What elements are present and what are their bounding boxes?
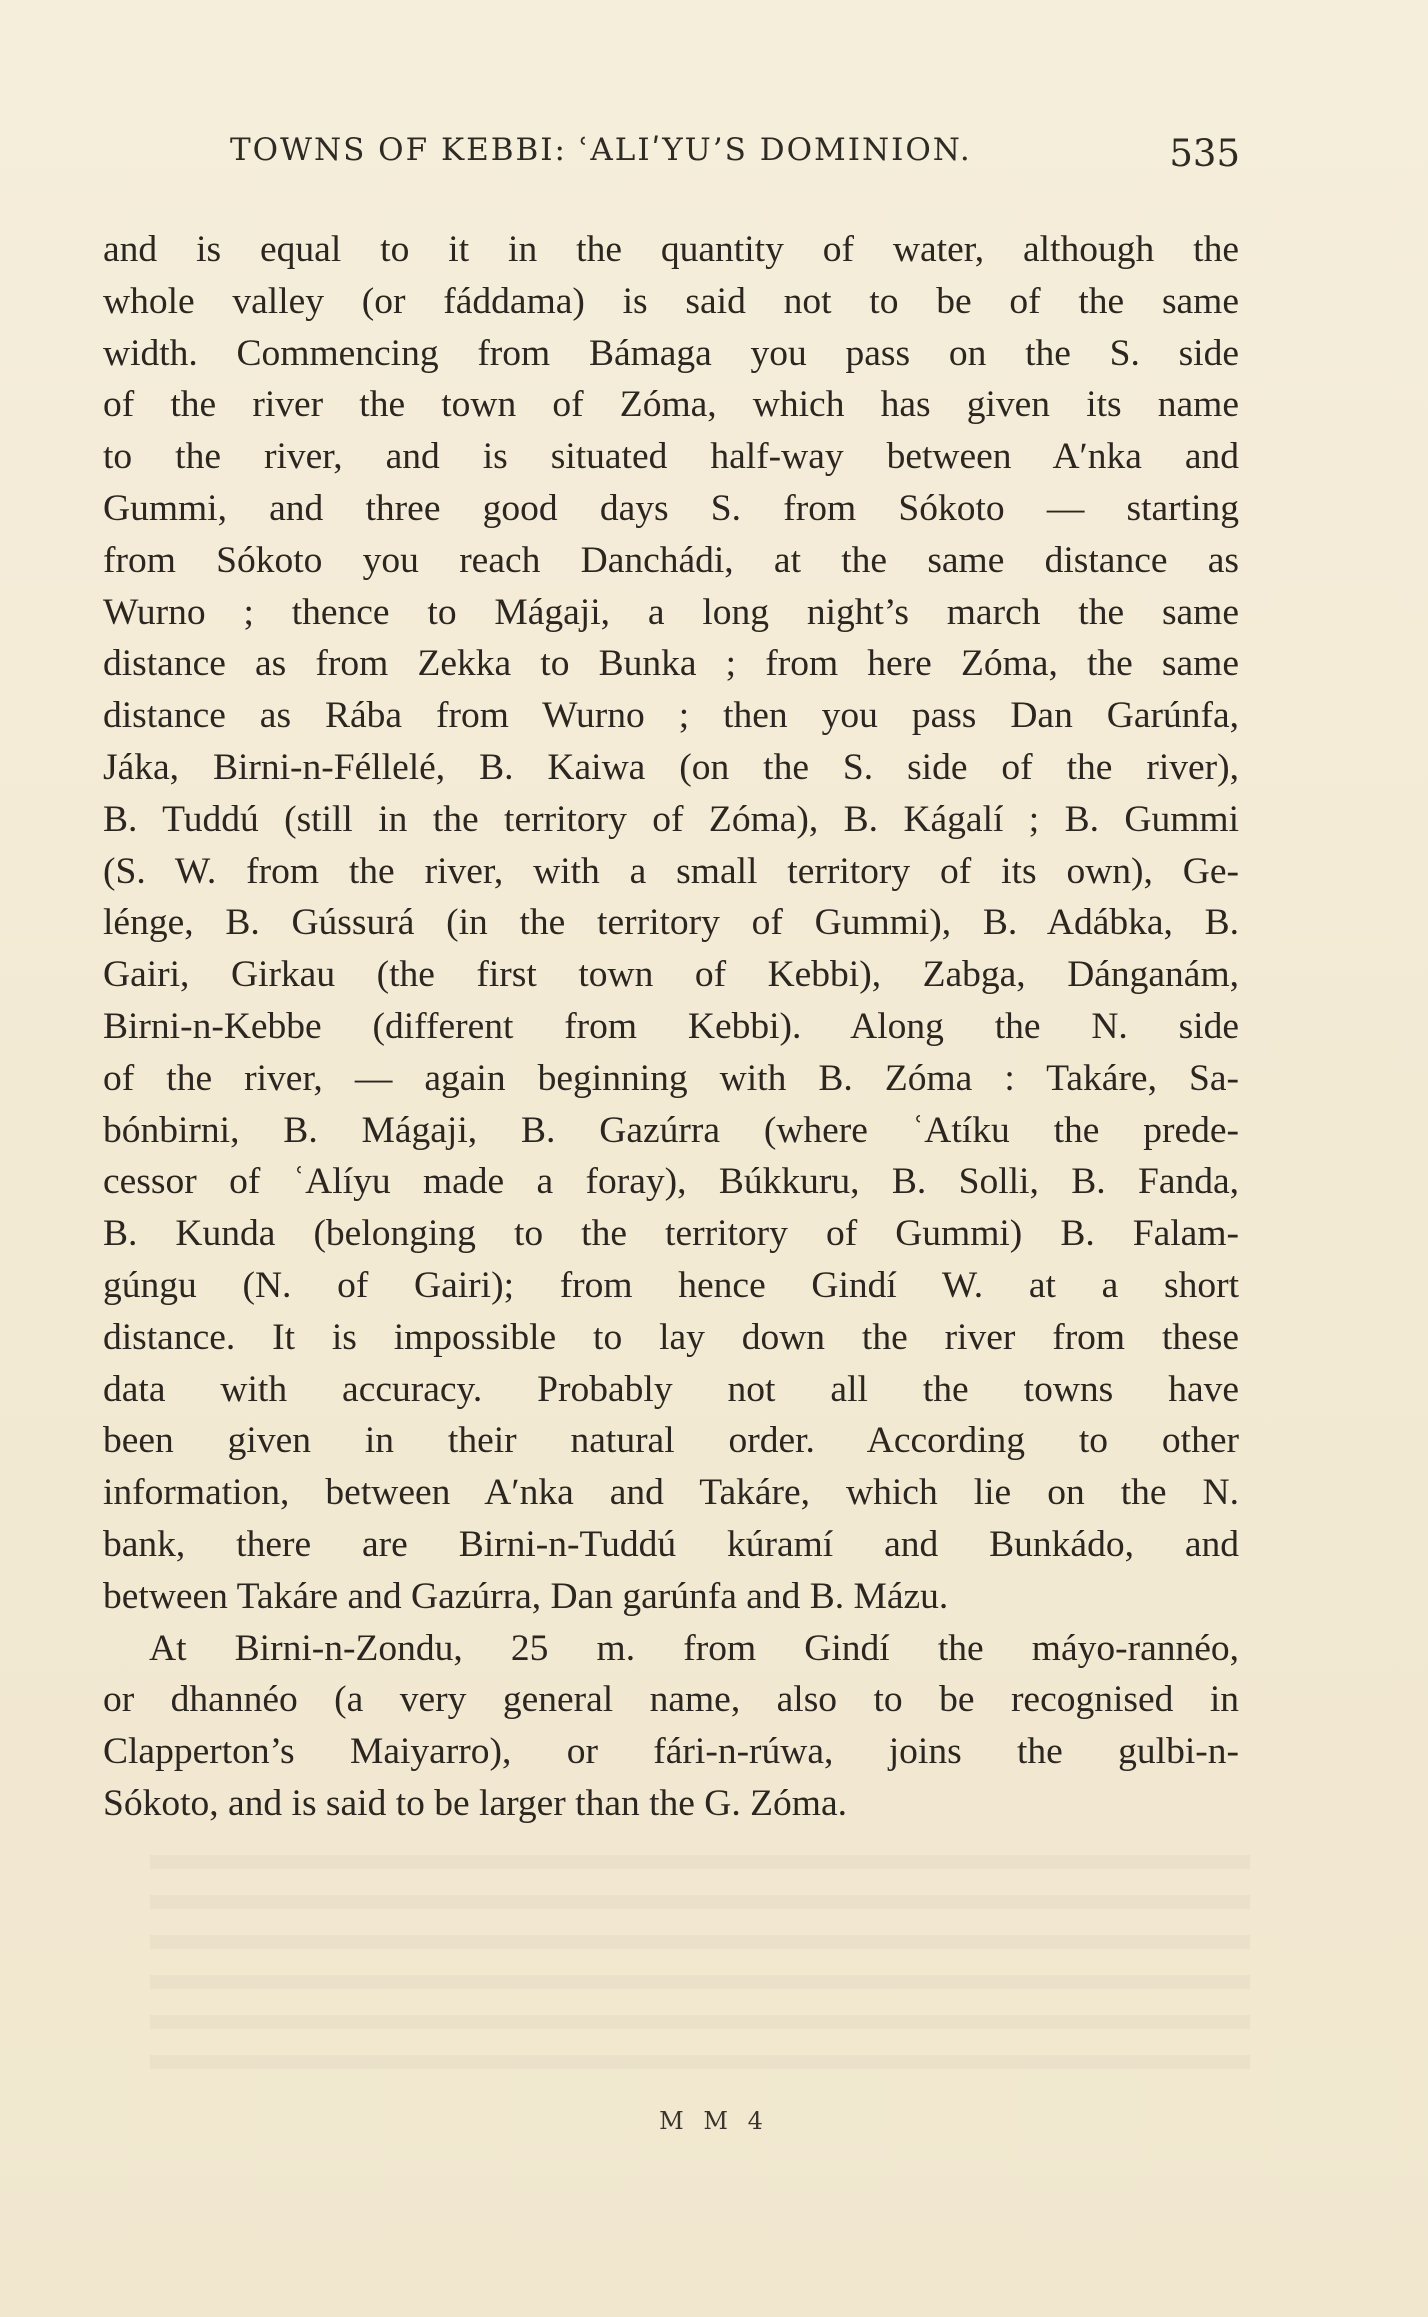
text-line: been given in their natural order. According to other — [103, 1420, 1239, 1462]
text-line: distance as from Zekka to Bunka ; from here Zóma, the same — [103, 643, 1239, 685]
text-line: width. Commencing from Bámaga you pass on the S. side — [103, 332, 1239, 374]
text-line: data with accuracy. Probably not all the towns have — [103, 1368, 1239, 1410]
text-line: and is equal to it in the quantity of water, although the — [103, 229, 1239, 270]
text-line: bank, there are Birni-n-Tuddú kúramí and Bunkádo, and — [103, 1523, 1239, 1565]
text-line: Clapperton’s Maiyarro), or fári-n-rúwa, joins the gulbi-n- — [103, 1731, 1239, 1773]
page-number: 535 — [1169, 132, 1240, 175]
text-line: Gairi, Girkau (the first town of Kebbi), Zabga, Dánganám, — [103, 954, 1239, 996]
text-line: At Birni-n-Zondu, 25 m. from Gindí the máyo-rannéo, — [149, 1627, 1239, 1669]
text-line: Wurno ; thence to Mágaji, a long night’s march the same — [103, 591, 1239, 633]
text-line: distance as Rába from Wurno ; then you pass Dan Garúnfa, — [103, 695, 1239, 737]
text-line: to the river, and is situated half-way between Aʹnka and — [103, 436, 1239, 478]
text-line: of the river the town of Zóma, which has given its name — [103, 384, 1239, 426]
text-line: lénge, B. Gússurá (in the territory of Gummi), B. Adábka, B. — [103, 902, 1239, 944]
text-line: distance. It is impossible to lay down the river from these — [103, 1316, 1239, 1358]
text-line: B. Kunda (belonging to the territory of Gummi) B. Falam- — [103, 1213, 1239, 1255]
text-line: bónbirni, B. Mágaji, B. Gazúrra (where ʿAtíku the prede- — [103, 1109, 1239, 1151]
text-line: whole valley (or fáddama) is said not to be of the same — [103, 280, 1239, 322]
text-line: gúngu (N. of Gairi); from hence Gindí W. at a short — [103, 1264, 1239, 1306]
text-line: between Takáre and Gazúrra, Dan garúnfa and B. Mázu. — [103, 1575, 949, 1617]
text-line: Gummi, and three good days S. from Sókoto — starting — [103, 487, 1239, 529]
signature-mark: M M 4 — [659, 2107, 769, 2135]
text-line: or dhannéo (a very general name, also to be recognised in — [103, 1679, 1239, 1721]
running-head: TOWNS OF KEBBI: ʿALIʹYU’S DOMINION. — [230, 132, 972, 168]
text-line: Birni-n-Kebbe (different from Kebbi). Along the N. side — [103, 1005, 1239, 1047]
body-text — [103, 224, 1239, 1830]
text-line: B. Tuddú (still in the territory of Zóma), B. Kágalí ; B. Gummi — [103, 798, 1239, 840]
text-line: Jáka, Birni-n-Féllelé, B. Kaiwa (on the S. side of the river), — [103, 746, 1239, 788]
text-line: (S. W. from the river, with a small territory of its own), Ge- — [103, 850, 1239, 892]
text-line: Sókoto, and is said to be larger than the G. Zóma. — [103, 1782, 847, 1824]
text-line: information, between Aʹnka and Takáre, which lie on the N. — [103, 1472, 1239, 1514]
page-header — [230, 132, 1240, 192]
text-line: cessor of ʿAlíyu made a foray), Búkkuru, B. Solli, B. Fanda, — [103, 1161, 1239, 1203]
text-line: of the river, — again beginning with B. Zóma : Takáre, Sa- — [103, 1057, 1239, 1099]
text-line: from Sókoto you reach Danchádi, at the same distance as — [103, 539, 1239, 581]
show-through-bleed — [150, 1855, 1250, 2085]
